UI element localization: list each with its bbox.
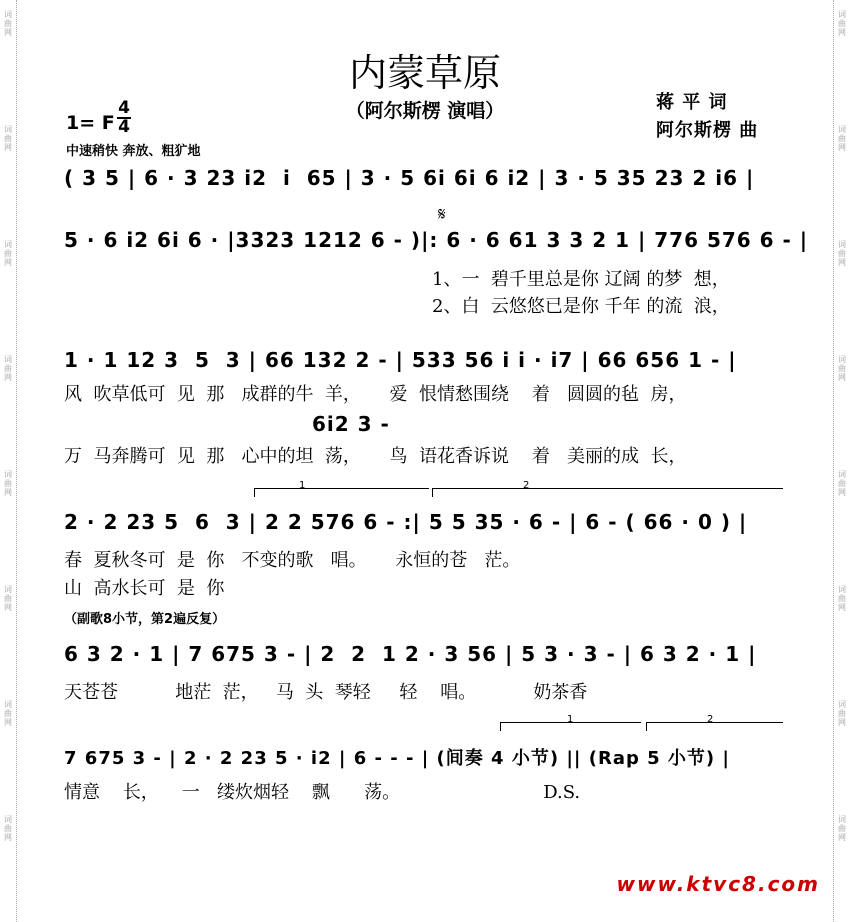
lyricist-credit: 蒋 平 词 (656, 92, 728, 113)
watermark-text: 词 曲 网 (838, 585, 846, 612)
volta-2-label: 2 (523, 480, 530, 491)
volta-bracket-7-2 (646, 714, 783, 731)
lyric-row-2-verse-2: 2、白 云悠悠已是你 千年 的流 浪， (432, 296, 730, 317)
notation-row-3: 1 · 1 12 3 5 3 | 66 132 2 - | 533 56 i i · i7 | 66 656 1 - | (64, 348, 737, 372)
watermark-text: 词 曲 网 (838, 700, 846, 727)
tempo-marking: 中速稍快 奔放、粗犷地 (66, 144, 201, 159)
notation-row-4-variant: 6i2 3 - (312, 412, 390, 436)
volta-bracket-1 (254, 480, 429, 497)
volta-bracket-2 (432, 480, 783, 497)
volta-7-2-label: 2 (707, 714, 714, 725)
watermark-text: 词 曲 网 (838, 240, 846, 267)
segno-icon: 𝄋 (438, 204, 446, 225)
composer-credit: 阿尔斯楞 曲 (656, 120, 759, 141)
lyric-row-5-verse-2: 山 高水长可 是 你 (64, 578, 225, 599)
watermark-text: 词 曲 网 (4, 815, 12, 842)
notation-row-1: ( 3 5 | 6 · 3 23 i2 i 65 | 3 · 5 6i 6i 6 i2 | 3 · 5 35 23 2 i6 | (64, 166, 755, 190)
lyric-row-2-verse-1: 1、一 碧千里总是你 辽阔 的梦 想， (432, 269, 730, 290)
lyric-row-3: 风 吹草低可 见 那 成群的牛 羊， 爱 恨情愁围绕 着 圆圆的毡 房， (64, 384, 687, 405)
right-watermark-strip (833, 0, 850, 922)
watermark-text: 词 曲 网 (4, 355, 12, 382)
lyric-row-4: 万 马奔腾可 见 那 心中的坦 荡， 鸟 语花香诉说 着 美丽的成 长， (64, 446, 687, 467)
watermark-text: 词 曲 网 (838, 10, 846, 37)
key-signature: 1= F (66, 112, 115, 134)
volta-bracket-7-1 (500, 714, 641, 731)
notation-row-5: 2 · 2 23 5 6 3 | 2 2 576 6 - :| 5 5 35 · 6 - | 6 - ( 66 · 0 ) | (64, 510, 748, 534)
watermark-text: 词 曲 网 (4, 125, 12, 152)
watermark-text: 词 曲 网 (4, 585, 12, 612)
lyric-row-5-verse-1: 春 夏秋冬可 是 你 不变的歌 唱。 永恒的苍 茫。 (64, 550, 521, 571)
watermark-text: 词 曲 网 (4, 700, 12, 727)
performer-subtitle: （阿尔斯楞 演唱） (345, 100, 505, 122)
watermark-text: 词 曲 网 (4, 240, 12, 267)
song-title: 内蒙草原 (348, 51, 501, 95)
notation-row-6: 6 3 2 · 1 | 7 675 3 - | 2 2 1 2 · 3 56 | 5 3 · 3 - | 6 3 2 · 1 | (64, 642, 757, 666)
watermark-text: 词 曲 网 (838, 125, 846, 152)
volta-7-1-label: 1 (567, 714, 574, 725)
time-sig-bottom: 4 (118, 117, 130, 137)
chorus-note: （副歌8小节，第2遍反复） (64, 612, 226, 627)
time-signature (116, 100, 132, 136)
notation-row-7: 7 675 3 - | 2 · 2 23 5 · i2 | 6 - - - | (间奏 4 小节) || (Rap 5 小节) | (64, 748, 730, 769)
watermark-text: 词 曲 网 (4, 10, 12, 37)
watermark-text: 词 曲 网 (838, 815, 846, 842)
watermark-text: 词 曲 网 (838, 355, 846, 382)
notation-row-2: 5 · 6 i2 6i 6 · |3323 1212 6 - )|: 6 · 6 61 3 3 2 1 | 776 576 6 - | (64, 228, 809, 252)
lyric-row-7: 情意 长， 一 缕炊烟轻 飘 荡。 D.S. (64, 782, 581, 803)
time-sig-top: 4 (118, 98, 130, 118)
volta-1-label: 1 (299, 480, 306, 491)
watermark-text: 词 曲 网 (4, 470, 12, 497)
lyric-row-6: 天苍苍 地茫 茫， 马 头 琴轻 轻 唱。 奶茶香 (64, 682, 588, 703)
site-watermark-link[interactable]: www.ktvc8.com (616, 872, 820, 896)
left-watermark-strip (0, 0, 17, 922)
watermark-text: 词 曲 网 (838, 470, 846, 497)
